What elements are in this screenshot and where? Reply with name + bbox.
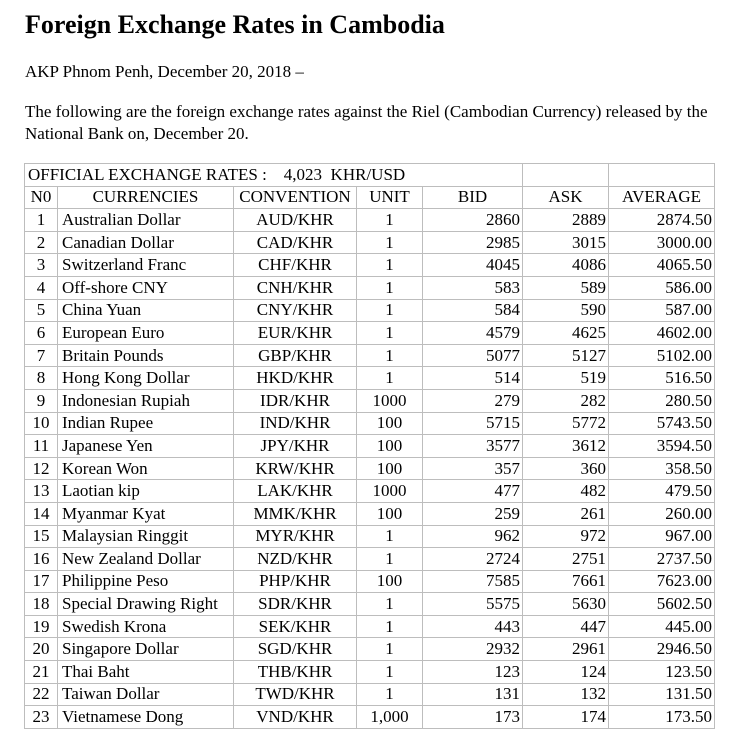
currency-name: China Yuan xyxy=(58,299,234,322)
ask-rate: 261 xyxy=(523,502,609,525)
row-number: 16 xyxy=(25,548,58,571)
ask-rate: 590 xyxy=(523,299,609,322)
header-convention: CONVENTION xyxy=(234,186,357,209)
currency-unit: 1 xyxy=(357,231,423,254)
intro-paragraph: The following are the foreign exchange rates against the Riel (Cambodian Currency) released by the National Bank on, December 20. xyxy=(25,102,708,143)
table-row xyxy=(25,480,715,503)
bid-rate: 123 xyxy=(423,661,523,684)
average-rate: 131.50 xyxy=(609,683,715,706)
bid-rate: 583 xyxy=(423,276,523,299)
bid-rate: 279 xyxy=(423,389,523,412)
ask-rate: 174 xyxy=(523,706,609,729)
average-rate: 2874.50 xyxy=(609,209,715,232)
row-number: 12 xyxy=(25,457,58,480)
bid-rate: 443 xyxy=(423,615,523,638)
bid-rate: 4579 xyxy=(423,322,523,345)
row-number: 11 xyxy=(25,435,58,458)
currency-convention: IDR/KHR xyxy=(234,389,357,412)
currency-convention: CAD/KHR xyxy=(234,231,357,254)
currency-convention: THB/KHR xyxy=(234,661,357,684)
currency-name: Thai Baht xyxy=(58,661,234,684)
currency-unit: 100 xyxy=(357,435,423,458)
currency-name: Singapore Dollar xyxy=(58,638,234,661)
table-row xyxy=(25,231,715,254)
ask-rate: 4625 xyxy=(523,322,609,345)
currency-convention: AUD/KHR xyxy=(234,209,357,232)
table-row xyxy=(25,706,715,729)
row-number: 21 xyxy=(25,661,58,684)
average-rate: 586.00 xyxy=(609,276,715,299)
average-rate: 967.00 xyxy=(609,525,715,548)
ask-rate: 2889 xyxy=(523,209,609,232)
page-title: Foreign Exchange Rates in Cambodia xyxy=(25,10,445,39)
table-row xyxy=(25,389,715,412)
currency-convention: SEK/KHR xyxy=(234,615,357,638)
bid-rate: 357 xyxy=(423,457,523,480)
currency-convention: CNH/KHR xyxy=(234,276,357,299)
currency-convention: MMK/KHR xyxy=(234,502,357,525)
bid-rate: 173 xyxy=(423,706,523,729)
header-unit: UNIT xyxy=(357,186,423,209)
currency-unit: 1 xyxy=(357,661,423,684)
average-rate: 358.50 xyxy=(609,457,715,480)
currency-name: Hong Kong Dollar xyxy=(58,367,234,390)
ask-rate: 2961 xyxy=(523,638,609,661)
row-number: 2 xyxy=(25,231,58,254)
row-number: 17 xyxy=(25,570,58,593)
ask-rate: 4086 xyxy=(523,254,609,277)
currency-unit: 100 xyxy=(357,412,423,435)
currency-unit: 100 xyxy=(357,457,423,480)
average-rate: 173.50 xyxy=(609,706,715,729)
currency-convention: TWD/KHR xyxy=(234,683,357,706)
average-rate: 260.00 xyxy=(609,502,715,525)
ask-rate: 2751 xyxy=(523,548,609,571)
average-rate: 280.50 xyxy=(609,389,715,412)
currency-convention: EUR/KHR xyxy=(234,322,357,345)
ask-rate: 972 xyxy=(523,525,609,548)
average-rate: 2737.50 xyxy=(609,548,715,571)
bid-rate: 7585 xyxy=(423,570,523,593)
currency-name: Off-shore CNY xyxy=(58,276,234,299)
bid-rate: 131 xyxy=(423,683,523,706)
average-rate: 3594.50 xyxy=(609,435,715,458)
table-row xyxy=(25,683,715,706)
average-rate: 7623.00 xyxy=(609,570,715,593)
currency-name: New Zealand Dollar xyxy=(58,548,234,571)
currency-unit: 1 xyxy=(357,276,423,299)
currency-unit: 1 xyxy=(357,615,423,638)
currency-name: Vietnamese Dong xyxy=(58,706,234,729)
currency-unit: 1 xyxy=(357,548,423,571)
bid-rate: 5575 xyxy=(423,593,523,616)
currency-convention: KRW/KHR xyxy=(234,457,357,480)
bid-rate: 477 xyxy=(423,480,523,503)
currency-unit: 1 xyxy=(357,209,423,232)
row-number: 14 xyxy=(25,502,58,525)
currency-name: Indonesian Rupiah xyxy=(58,389,234,412)
bid-rate: 4045 xyxy=(423,254,523,277)
rates-table-body xyxy=(25,209,715,729)
ask-rate: 519 xyxy=(523,367,609,390)
average-rate: 479.50 xyxy=(609,480,715,503)
table-row xyxy=(25,412,715,435)
currency-name: Australian Dollar xyxy=(58,209,234,232)
currency-unit: 1000 xyxy=(357,480,423,503)
currency-convention: JPY/KHR xyxy=(234,435,357,458)
currency-convention: GBP/KHR xyxy=(234,344,357,367)
bid-rate: 2860 xyxy=(423,209,523,232)
row-number: 1 xyxy=(25,209,58,232)
table-row xyxy=(25,276,715,299)
table-row xyxy=(25,570,715,593)
ask-rate: 3015 xyxy=(523,231,609,254)
table-row xyxy=(25,638,715,661)
table-row xyxy=(25,344,715,367)
average-rate: 445.00 xyxy=(609,615,715,638)
ask-rate: 5630 xyxy=(523,593,609,616)
bid-rate: 259 xyxy=(423,502,523,525)
dateline: AKP Phnom Penh, December 20, 2018 – xyxy=(25,62,304,81)
row-number: 9 xyxy=(25,389,58,412)
currency-unit: 1 xyxy=(357,254,423,277)
currency-name: European Euro xyxy=(58,322,234,345)
bid-rate: 3577 xyxy=(423,435,523,458)
average-rate: 5602.50 xyxy=(609,593,715,616)
currency-name: Swedish Krona xyxy=(58,615,234,638)
average-rate: 5102.00 xyxy=(609,344,715,367)
row-number: 15 xyxy=(25,525,58,548)
table-row xyxy=(25,615,715,638)
ask-rate: 360 xyxy=(523,457,609,480)
ask-rate: 5772 xyxy=(523,412,609,435)
bid-rate: 514 xyxy=(423,367,523,390)
table-row xyxy=(25,457,715,480)
bid-rate: 5715 xyxy=(423,412,523,435)
row-number: 3 xyxy=(25,254,58,277)
average-rate: 4602.00 xyxy=(609,322,715,345)
table-row xyxy=(25,548,715,571)
row-number: 18 xyxy=(25,593,58,616)
ask-rate: 132 xyxy=(523,683,609,706)
ask-rate: 3612 xyxy=(523,435,609,458)
currency-name: Malaysian Ringgit xyxy=(58,525,234,548)
row-number: 6 xyxy=(25,322,58,345)
row-number: 19 xyxy=(25,615,58,638)
currency-convention: SDR/KHR xyxy=(234,593,357,616)
currency-convention: SGD/KHR xyxy=(234,638,357,661)
currency-unit: 1 xyxy=(357,367,423,390)
currency-name: Britain Pounds xyxy=(58,344,234,367)
currency-name: Japanese Yen xyxy=(58,435,234,458)
caption-empty-cell xyxy=(523,164,609,187)
currency-unit: 1 xyxy=(357,638,423,661)
currency-unit: 1 xyxy=(357,593,423,616)
table-row xyxy=(25,322,715,345)
bid-rate: 962 xyxy=(423,525,523,548)
row-number: 13 xyxy=(25,480,58,503)
table-row xyxy=(25,525,715,548)
currency-name: Taiwan Dollar xyxy=(58,683,234,706)
ask-rate: 5127 xyxy=(523,344,609,367)
table-caption-row xyxy=(25,164,715,187)
average-rate: 587.00 xyxy=(609,299,715,322)
header-average: AVERAGE xyxy=(609,186,715,209)
currency-convention: HKD/KHR xyxy=(234,367,357,390)
currency-name: Special Drawing Right xyxy=(58,593,234,616)
table-header-row xyxy=(25,186,715,209)
ask-rate: 482 xyxy=(523,480,609,503)
currency-name: Myanmar Kyat xyxy=(58,502,234,525)
average-rate: 516.50 xyxy=(609,367,715,390)
currency-name: Canadian Dollar xyxy=(58,231,234,254)
table-row xyxy=(25,299,715,322)
currency-convention: LAK/KHR xyxy=(234,480,357,503)
currency-name: Laotian kip xyxy=(58,480,234,503)
header-bid: BID xyxy=(423,186,523,209)
currency-convention: IND/KHR xyxy=(234,412,357,435)
currency-convention: VND/KHR xyxy=(234,706,357,729)
currency-name: Korean Won xyxy=(58,457,234,480)
currency-unit: 1 xyxy=(357,344,423,367)
currency-unit: 100 xyxy=(357,502,423,525)
official-rate-caption: OFFICIAL EXCHANGE RATES : 4,023 KHR/USD xyxy=(25,164,523,187)
average-rate: 5743.50 xyxy=(609,412,715,435)
table-row xyxy=(25,435,715,458)
table-row xyxy=(25,367,715,390)
ask-rate: 282 xyxy=(523,389,609,412)
average-rate: 123.50 xyxy=(609,661,715,684)
bid-rate: 2932 xyxy=(423,638,523,661)
table-row xyxy=(25,254,715,277)
caption-empty-cell xyxy=(609,164,715,187)
currency-name: Switzerland Franc xyxy=(58,254,234,277)
bid-rate: 2724 xyxy=(423,548,523,571)
currency-convention: CHF/KHR xyxy=(234,254,357,277)
header-no: N0 xyxy=(25,186,58,209)
row-number: 8 xyxy=(25,367,58,390)
row-number: 10 xyxy=(25,412,58,435)
row-number: 22 xyxy=(25,683,58,706)
row-number: 5 xyxy=(25,299,58,322)
row-number: 7 xyxy=(25,344,58,367)
average-rate: 2946.50 xyxy=(609,638,715,661)
average-rate: 4065.50 xyxy=(609,254,715,277)
currency-unit: 1,000 xyxy=(357,706,423,729)
currency-name: Philippine Peso xyxy=(58,570,234,593)
table-row xyxy=(25,209,715,232)
bid-rate: 584 xyxy=(423,299,523,322)
currency-unit: 100 xyxy=(357,570,423,593)
currency-unit: 1 xyxy=(357,525,423,548)
average-rate: 3000.00 xyxy=(609,231,715,254)
ask-rate: 447 xyxy=(523,615,609,638)
currency-unit: 1 xyxy=(357,322,423,345)
ask-rate: 589 xyxy=(523,276,609,299)
table-row xyxy=(25,593,715,616)
exchange-rates-table xyxy=(24,163,715,729)
currency-convention: CNY/KHR xyxy=(234,299,357,322)
bid-rate: 5077 xyxy=(423,344,523,367)
table-row xyxy=(25,502,715,525)
row-number: 23 xyxy=(25,706,58,729)
header-ask: ASK xyxy=(523,186,609,209)
ask-rate: 7661 xyxy=(523,570,609,593)
header-currencies: CURRENCIES xyxy=(58,186,234,209)
currency-convention: MYR/KHR xyxy=(234,525,357,548)
currency-convention: NZD/KHR xyxy=(234,548,357,571)
currency-name: Indian Rupee xyxy=(58,412,234,435)
currency-unit: 1 xyxy=(357,299,423,322)
bid-rate: 2985 xyxy=(423,231,523,254)
row-number: 4 xyxy=(25,276,58,299)
currency-unit: 1000 xyxy=(357,389,423,412)
ask-rate: 124 xyxy=(523,661,609,684)
table-row xyxy=(25,661,715,684)
row-number: 20 xyxy=(25,638,58,661)
currency-convention: PHP/KHR xyxy=(234,570,357,593)
currency-unit: 1 xyxy=(357,683,423,706)
